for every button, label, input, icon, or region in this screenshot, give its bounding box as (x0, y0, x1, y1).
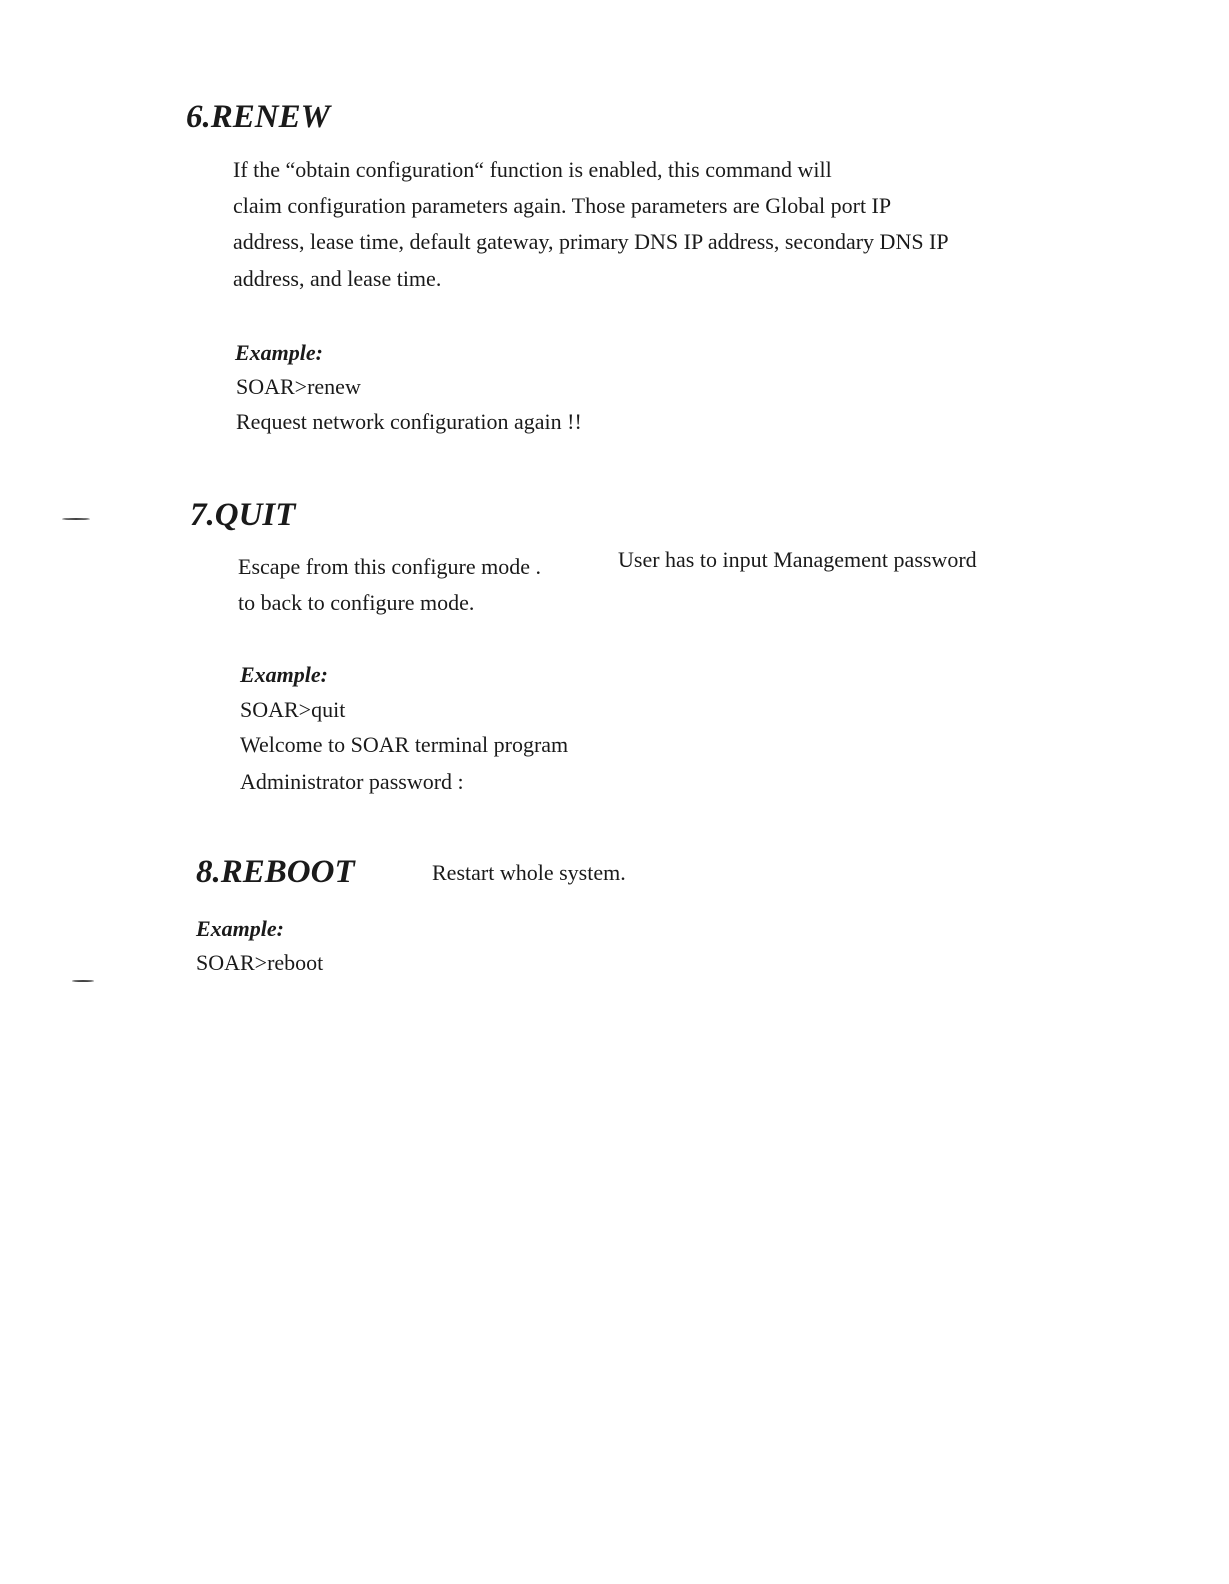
example-label: Example: (196, 916, 284, 941)
quit-description-line: Escape from this configure mode . (238, 554, 542, 579)
reboot-description: Restart whole system. (432, 860, 626, 885)
renew-description-line: address, lease time, default gateway, primary DNS IP address, secondary DNS IP (233, 229, 949, 254)
section-heading-reboot: 8.REBOOT (196, 854, 355, 890)
renew-description-line: If the “obtain configuration“ function is enabled, this command will (233, 157, 832, 182)
example-label: Example: (235, 340, 323, 365)
example-line: SOAR>reboot (196, 950, 324, 975)
example-line: Administrator password : (240, 769, 464, 794)
section-heading-renew: 6.RENEW (186, 99, 330, 135)
renew-description-line: address, and lease time. (233, 266, 442, 291)
scan-mark (72, 980, 94, 982)
renew-description-line: claim configuration parameters again. Those parameters are Global port IP (233, 193, 892, 218)
example-line: SOAR>quit (240, 697, 346, 722)
example-label: Example: (240, 662, 328, 687)
quit-description-line: to back to configure mode. (238, 590, 475, 615)
example-line: SOAR>renew (236, 374, 361, 399)
section-heading-quit: 7.QUIT (190, 497, 296, 533)
scan-mark (62, 518, 90, 520)
quit-description-line: User has to input Management password (618, 547, 977, 572)
example-line: Request network configuration again !! (236, 409, 582, 434)
example-line: Welcome to SOAR terminal program (240, 732, 569, 757)
